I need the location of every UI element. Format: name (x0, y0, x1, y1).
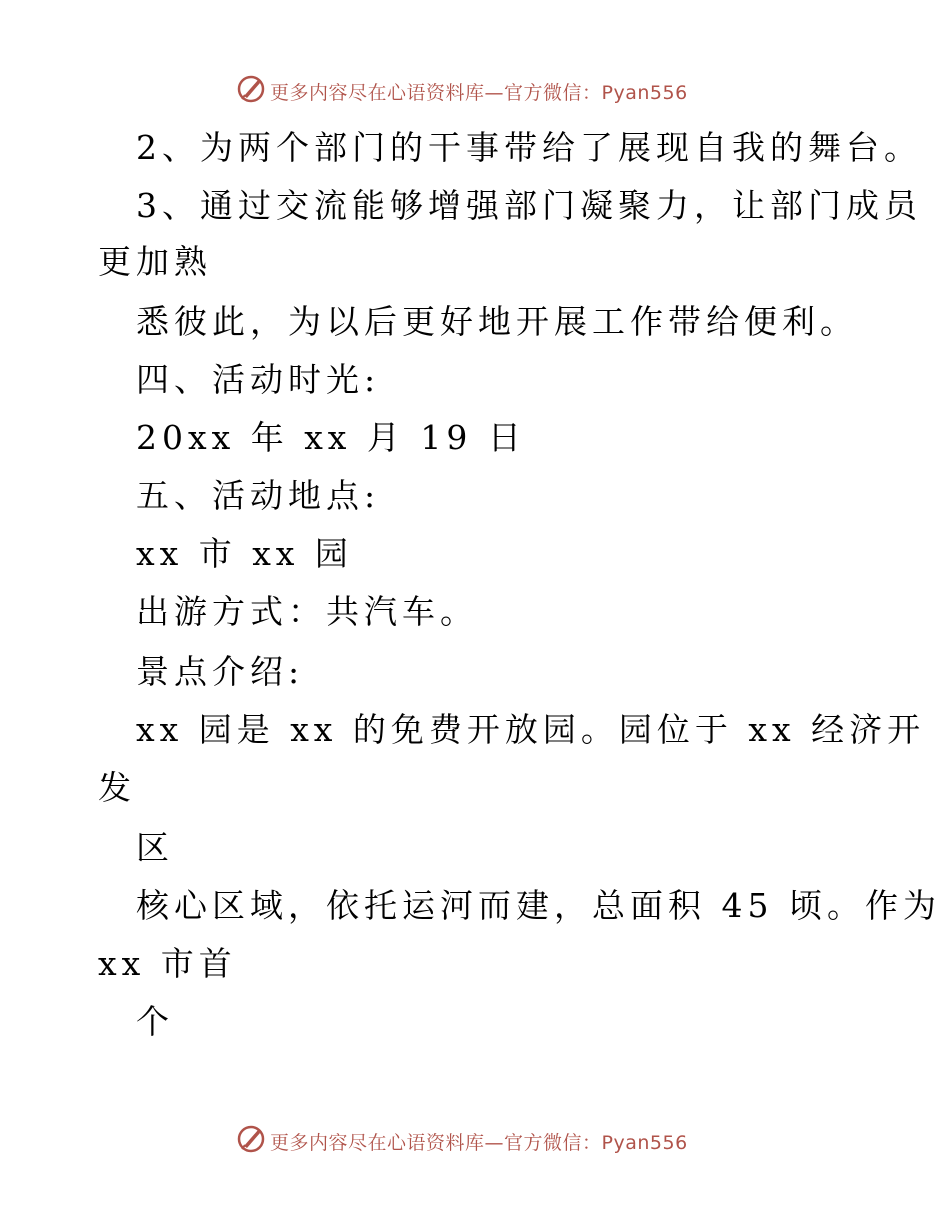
text-line: 个 (136, 1002, 174, 1041)
quill-pen-logo-icon (236, 74, 266, 104)
watermark-text: 更多内容尽在心语资料库—官方微信：Pyan556 (270, 82, 688, 104)
text-line: 2、为两个部门的干事带给了展现自我的舞台。 (136, 128, 922, 167)
quill-pen-logo-icon (236, 1124, 266, 1154)
text-line: 20xx 年 xx 月 19 日 (136, 418, 526, 457)
section-heading: 四、活动时光: (136, 360, 381, 399)
watermark-text: 更多内容尽在心语资料库—官方微信：Pyan556 (270, 1132, 688, 1154)
text-line: xx 市 xx 园 (136, 534, 353, 573)
text-line: 发 (98, 768, 136, 807)
text-line: 区 (136, 828, 174, 867)
header-watermark (0, 70, 950, 110)
text-line: 3、通过交流能够增强部门凝聚力，让部门成员 (136, 186, 922, 225)
footer-watermark (0, 1120, 950, 1160)
section-heading: 五、活动地点: (136, 476, 381, 515)
text-line: 更加熟 (98, 242, 212, 281)
text-line: 悉彼此，为以后更好地开展工作带给便利。 (136, 302, 858, 341)
text-line: xx 园是 xx 的免费开放园。园位于 xx 经济开 (136, 710, 926, 749)
text-line: 出游方式：共汽车。 (136, 592, 478, 631)
text-line: 景点介绍: (136, 652, 305, 691)
text-line: 核心区域，依托运河而建，总面积 45 顷。作为 (136, 886, 941, 925)
text-line: xx 市首 (98, 944, 237, 983)
